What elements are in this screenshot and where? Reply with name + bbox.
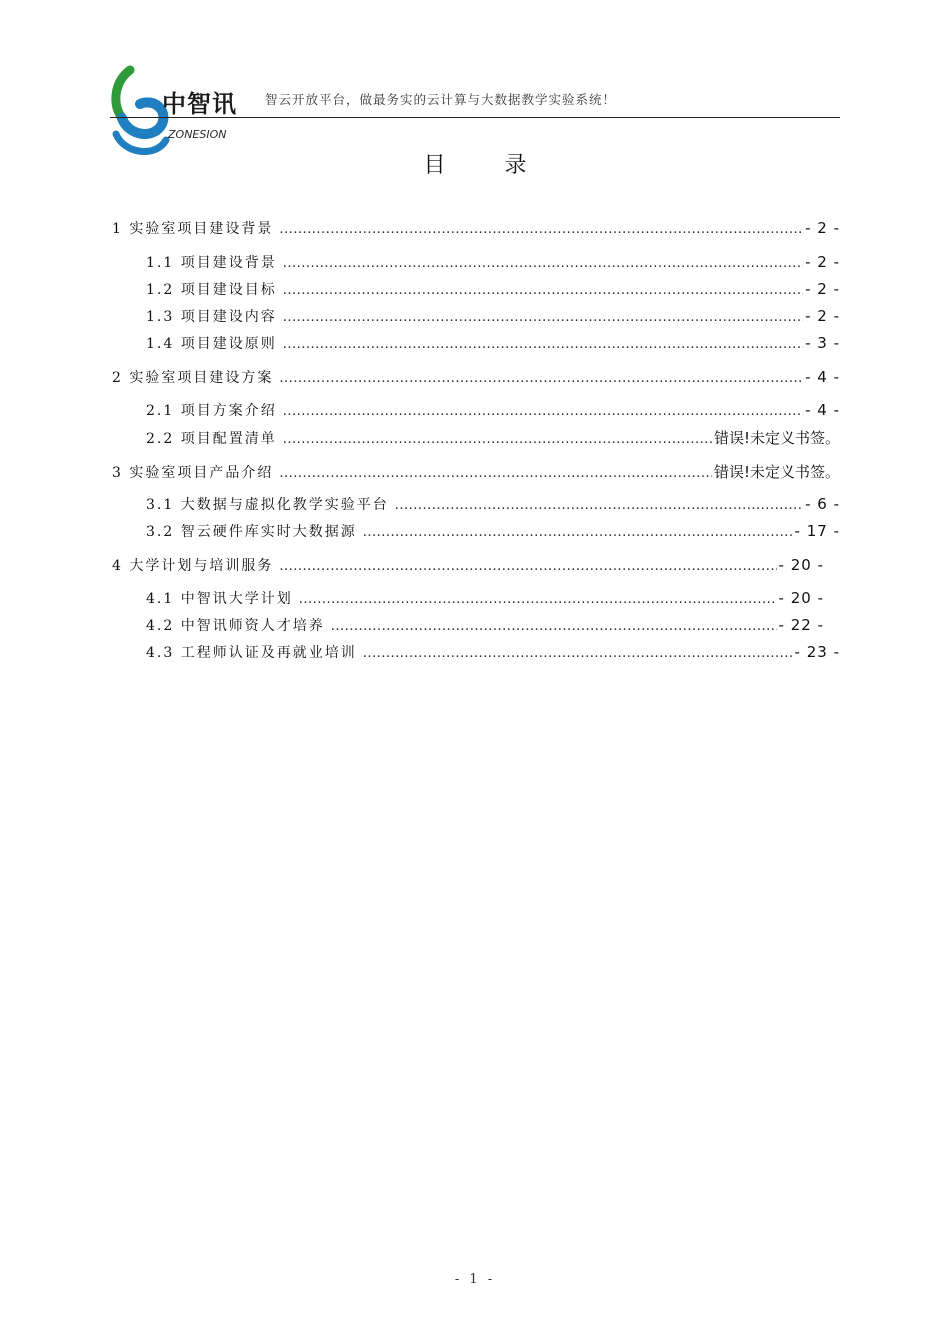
toc-entry-4-2[interactable] — [146, 615, 824, 637]
toc-dot-leader — [279, 222, 803, 237]
toc-entry-2-1[interactable] — [146, 400, 840, 422]
toc-entry-3-2[interactable] — [146, 521, 840, 543]
toc-entry-label: 3.1 大数据与虚拟化教学实验平台 — [146, 497, 389, 513]
toc-entry-label: 2.2 项目配置清单 — [146, 431, 277, 447]
toc-entry-label: 2 实验室项目建设方案 — [112, 370, 274, 386]
toc-entry-label: 1.2 项目建设目标 — [146, 282, 277, 298]
toc-page-number: - 4 - — [805, 368, 840, 386]
toc-dot-leader — [279, 466, 712, 481]
logo-english-name: ZONESION — [168, 128, 227, 141]
toc-entry-label: 1.3 项目建设内容 — [146, 309, 277, 325]
toc-entry-label: 1 实验室项目建设背景 — [112, 221, 274, 237]
toc-entry-label: 1.1 项目建设背景 — [146, 255, 277, 271]
toc-entry-1[interactable] — [112, 218, 840, 240]
toc-dot-leader — [283, 310, 803, 325]
toc-page-number: - 20 - — [778, 589, 824, 607]
toc-page-number: - 4 - — [805, 401, 840, 419]
header-slogan: 智云开放平台，做最务实的云计算与大数据教学实验系统！ — [265, 92, 617, 107]
toc-entry-label: 2.1 项目方案介绍 — [146, 403, 277, 419]
toc-entry-1-1[interactable] — [146, 252, 840, 274]
toc-page-number: - 22 - — [778, 616, 824, 634]
toc-entry-label: 3 实验室项目产品介绍 — [112, 465, 274, 481]
toc-entry-4[interactable] — [112, 555, 824, 577]
toc-entry-1-4[interactable] — [146, 333, 840, 355]
toc-dot-leader — [331, 619, 777, 634]
toc-dot-leader — [283, 283, 803, 298]
toc-entry-label: 4.1 中智讯大学计划 — [146, 591, 293, 607]
toc-entry-3[interactable] — [112, 461, 840, 483]
toc-page-number: - 3 - — [805, 334, 840, 352]
toc-entry-1-2[interactable] — [146, 279, 840, 301]
toc-page-number: - 2 - — [805, 280, 840, 298]
toc-dot-leader — [283, 337, 803, 352]
toc-entry-3-1[interactable] — [146, 494, 840, 516]
page-title: 目 录 — [423, 153, 553, 178]
toc-page-number: - 20 - — [778, 556, 824, 574]
toc-dot-leader — [363, 525, 793, 540]
toc-page-number: 错误!未定义书签。 — [713, 463, 840, 481]
toc-page-number: - 17 - — [794, 522, 840, 540]
toc-page-number: - 2 - — [805, 307, 840, 325]
toc-entry-label: 4 大学计划与培训服务 — [112, 558, 274, 574]
toc-dot-leader — [283, 256, 803, 271]
page-header — [110, 62, 840, 162]
toc-dot-leader — [279, 371, 803, 386]
toc-page-number: - 2 - — [805, 253, 840, 271]
toc-page-number: - 23 - — [794, 643, 840, 661]
toc-entry-2[interactable] — [112, 367, 840, 389]
toc-entry-2-2[interactable] — [146, 427, 840, 449]
toc-dot-leader — [299, 592, 777, 607]
toc-entry-label: 4.2 中智讯师资人才培养 — [146, 618, 325, 634]
toc-dot-leader — [283, 432, 712, 447]
toc-entry-label: 3.2 智云硬件库实时大数据源 — [146, 524, 357, 540]
toc-page-number: 错误!未定义书签。 — [713, 429, 840, 447]
toc-entry-4-1[interactable] — [146, 588, 824, 610]
toc-entry-label: 4.3 工程师认证及再就业培训 — [146, 645, 357, 661]
toc-entry-4-3[interactable] — [146, 642, 840, 664]
logo-chinese-name: 中智讯 — [162, 90, 237, 118]
toc-dot-leader — [395, 498, 803, 513]
toc-entry-label: 1.4 项目建设原则 — [146, 336, 277, 352]
toc-page-number: - 2 - — [805, 219, 840, 237]
toc-dot-leader — [363, 646, 793, 661]
toc-dot-leader — [279, 559, 776, 574]
toc-page-number: - 6 - — [805, 495, 840, 513]
toc-dot-leader — [283, 404, 803, 419]
page-footer-number: - 1 - — [454, 1272, 496, 1287]
toc-entry-1-3[interactable] — [146, 306, 840, 328]
header-divider — [110, 117, 840, 118]
